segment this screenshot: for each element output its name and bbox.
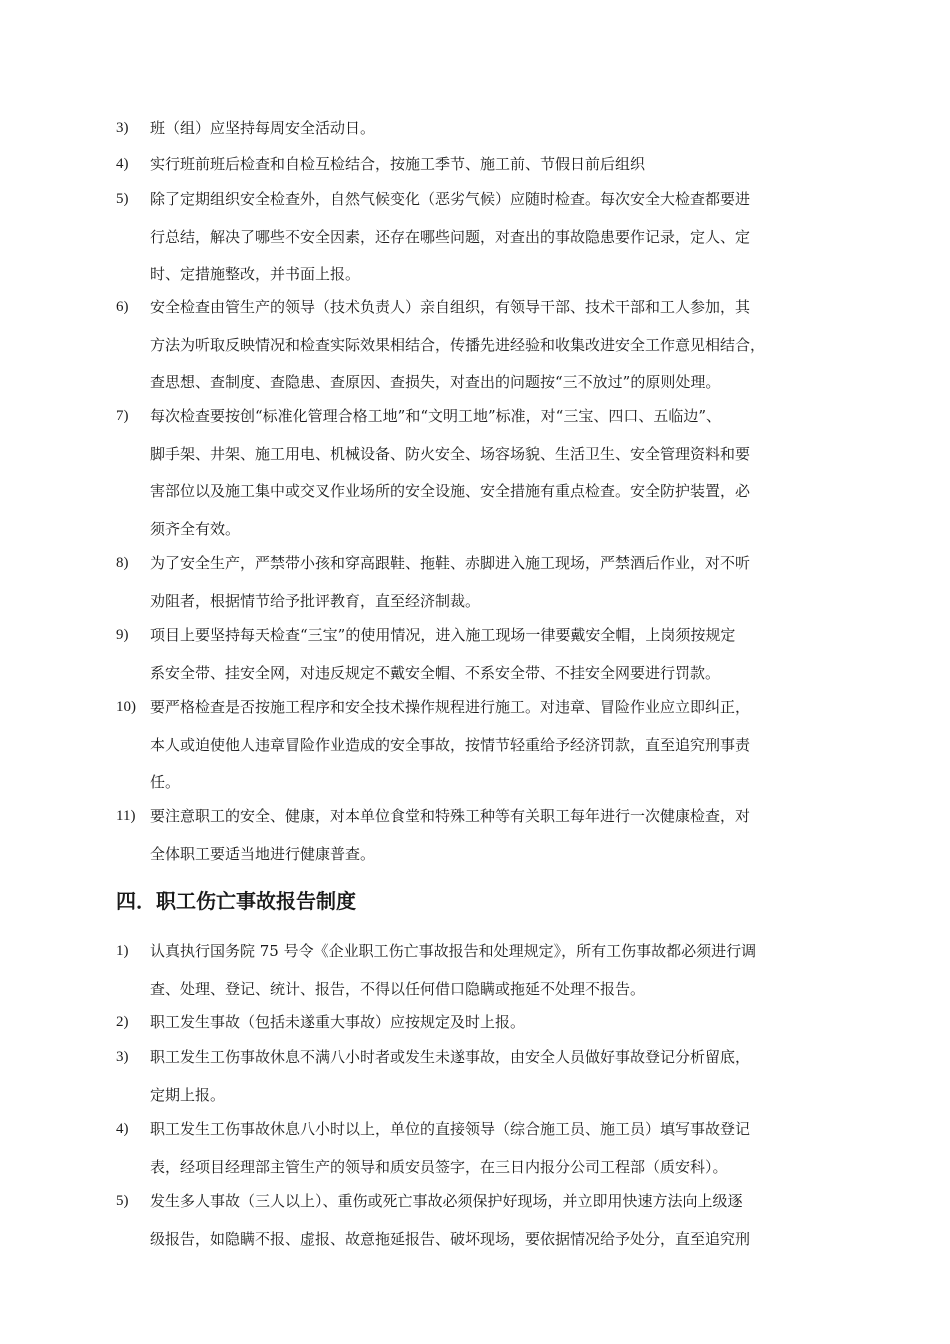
- list-item-number: 5): [116, 191, 129, 207]
- list-item-text-line: 劝阻者，根据情节给予批评教育，直至经济制裁。: [150, 591, 481, 610]
- list-item-number: 3): [116, 120, 129, 136]
- list-item-text-line: 职工发生工伤事故休息八小时以上，单位的直接领导（综合施工员、施工员）填写事故登记: [150, 1120, 751, 1138]
- list-item-number: 8): [116, 555, 129, 571]
- list-item-text-line: 级报告，如隐瞒不报、虚报、故意拖延报告、破坏现场，要依据情况给予处分，直至追究刑: [150, 1229, 751, 1248]
- list-item-text-line: 认真执行国务院 75 号令《企业职工伤亡事故报告和处理规定》，所有工伤事故都必须进行调: [150, 942, 757, 960]
- list-item-text-line: 职工发生事故（包括未遂重大事故）应按规定及时上报。: [150, 1013, 526, 1031]
- list-item-text-line: 本人或迫使他人违章冒险作业造成的安全事故，按情节轻重给予经济罚款，直至追究刑事责: [150, 735, 751, 754]
- list-item-text-line: 项目上要坚持每天检查“三宝”的使用情况，进入施工现场一律要戴安全帽，上岗须按规定: [150, 626, 736, 644]
- list-item-number: 1): [116, 943, 129, 959]
- list-item-number: 11): [116, 808, 136, 824]
- list-item-text-line: 须齐全有效。: [150, 519, 241, 538]
- list-item-number: 3): [116, 1049, 129, 1065]
- list-item-text-line: 要注意职工的安全、健康，对本单位食堂和特殊工种等有关职工每年进行一次健康检查，对: [150, 807, 751, 825]
- list-item-number: 10): [116, 699, 136, 715]
- list-item-number: 5): [116, 1193, 129, 1209]
- list-item-text-line: 系安全带、挂安全网，对违反规定不戴安全帽、不系安全带、不挂安全网要进行罚款。: [150, 663, 721, 682]
- list-item-number: 2): [116, 1014, 129, 1030]
- list-item-number: 9): [116, 627, 129, 643]
- list-item-text-line: 除了定期组织安全检查外，自然气候变化（恶劣气候）应随时检查。每次安全大检查都要进: [150, 190, 751, 208]
- list-item-text-line: 全体职工要适当地进行健康普查。: [150, 844, 376, 863]
- list-item-text-line: 时、定措施整改，并书面上报。: [150, 265, 361, 283]
- list-item-text-line: 每次检查要按创“标准化管理合格工地”和“文明工地”标准，对“三宝、四口、五临边”、: [150, 407, 722, 425]
- list-item-text-line: 任。: [150, 773, 181, 791]
- list-item-text-line: 行总结，解决了哪些不安全因素，还存在哪些问题，对查出的事故隐患要作记录，定人、定: [150, 227, 751, 246]
- list-item-text-line: 查思想、查制度、查隐患、查原因、查损失，对查出的问题按“三不放过”的原则处理。: [150, 373, 721, 391]
- list-item-text-line: 发生多人事故（三人以上）、重伤或死亡事故必须保护好现场，并立即用快速方法向上级逐: [150, 1192, 743, 1210]
- list-item-text-line: 职工发生工伤事故休息不满八小时者或发生未遂事故，由安全人员做好事故登记分析留底，: [150, 1048, 751, 1066]
- list-item-text-line: 查、处理、登记、统计、报告，不得以任何借口隐瞒或拖延不处理不报告。: [150, 979, 646, 998]
- list-item-text-line: 安全检查由管生产的领导（技术负责人）亲自组织，有领导干部、技术干部和工人参加，其: [150, 298, 751, 316]
- list-item-text-line: 方法为听取反映情况和检查实际效果相结合，传播先进经验和收集改进安全工作意见相结合，: [150, 335, 766, 354]
- list-item-text-line: 定期上报。: [150, 1085, 226, 1104]
- list-item-text-line: 脚手架、井架、施工用电、机械设备、防火安全、场容场貌、生活卫生、安全管理资料和要: [150, 444, 751, 463]
- list-item-text-line: 表，经项目经理部主管生产的领导和质安员签字，在三日内报分公司工程部（质安科）。: [150, 1157, 728, 1176]
- list-item-number: 4): [116, 1121, 129, 1137]
- list-item-number: 7): [116, 408, 129, 424]
- list-item-number: 6): [116, 299, 129, 315]
- list-item-text-line: 实行班前班后检查和自检互检结合，按施工季节、施工前、节假日前后组织: [150, 155, 646, 173]
- list-item-number: 4): [116, 156, 129, 172]
- section-4-heading: 四．职工伤亡事故报告制度: [116, 889, 356, 913]
- list-item-text-line: 班（组）应坚持每周安全活动日。: [150, 119, 376, 137]
- list-item-text-line: 害部位以及施工集中或交叉作业场所的安全设施、安全措施有重点检查。安全防护装置，必: [150, 482, 751, 500]
- list-item-text-line: 为了安全生产，严禁带小孩和穿高跟鞋、拖鞋、赤脚进入施工现场，严禁酒后作业，对不听: [150, 554, 751, 572]
- list-item-text-line: 要严格检查是否按施工程序和安全技术操作规程进行施工。对违章、冒险作业应立即纠正，: [150, 698, 751, 716]
